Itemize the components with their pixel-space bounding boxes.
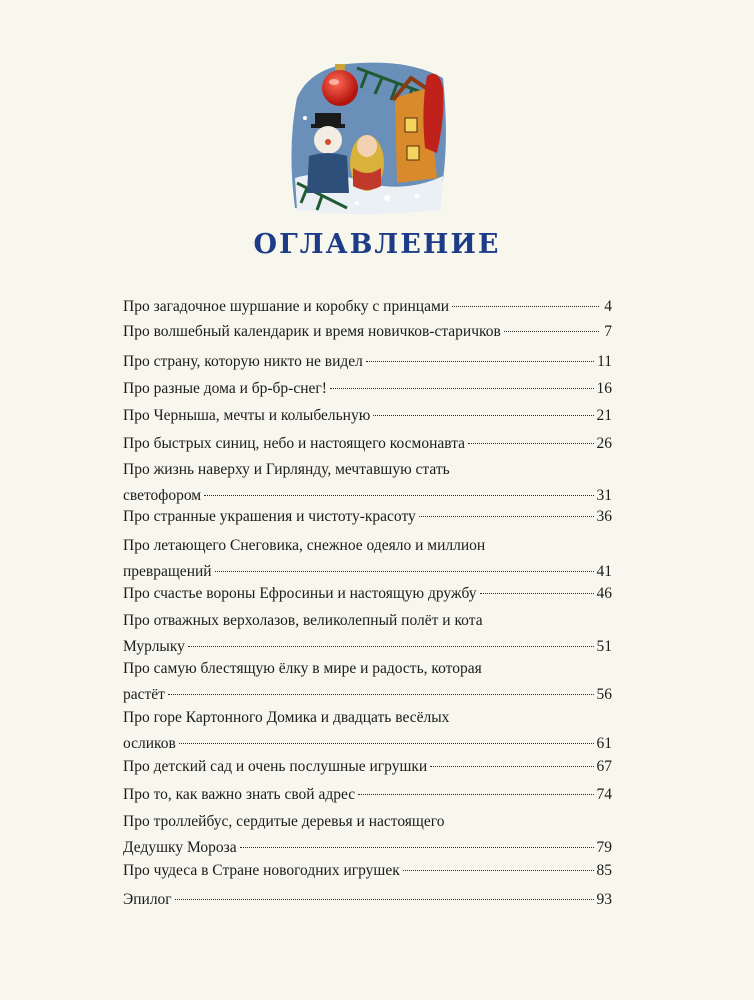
toc-entry-title: Про разные дома и бр-бр-снег! [123,380,327,397]
toc-entry [123,705,612,757]
toc-entry-title: осликов [123,735,176,752]
toc-entry-last-line [123,754,612,780]
toc-entry-title: Про странные украшения и чистоту-красоту [123,508,416,525]
toc-entry [123,294,612,320]
toc-page-number: 67 [596,758,612,775]
toc-page-number: 4 [604,298,612,315]
toc-entry-line [123,533,612,559]
toc-page-number: 11 [597,353,612,370]
toc-entry [123,457,612,509]
toc-entry [123,887,612,913]
dot-leader [168,694,594,695]
toc-entry [123,504,612,530]
toc-entry-title: Про счастье вороны Ефросиньи и настоящую дружбу [123,585,477,602]
toc-entry-title: Про летающего Снеговика, снежное одеяло и миллион [123,537,486,554]
toc-entry [123,376,612,402]
toc-entry-title: Про быстрых синиц, небо и настоящего космонавта [123,435,466,452]
dot-leader [504,331,599,332]
toc-page-number: 46 [596,585,612,602]
dot-leader [215,571,594,572]
toc-page-number: 74 [596,786,612,803]
toc-entry-title: Мурлыку [123,638,185,655]
toc-page-number: 93 [596,891,612,908]
dot-leader [452,306,599,307]
dot-leader [419,516,594,517]
toc-page-number: 51 [596,638,612,655]
dot-leader [366,361,594,362]
toc-entry-title: Про троллейбус, сердитые деревья и настоящего [123,813,445,830]
toc-page-number: 21 [596,407,612,424]
dot-leader [358,794,593,795]
dot-leader [188,646,594,647]
toc-entry [123,608,612,660]
toc-entry-last-line [123,782,612,808]
toc-entry-title: Про то, как важно знать свой адрес [123,786,356,803]
toc-entry-title: Про горе Картонного Домика и двадцать весёлых [123,709,450,726]
toc-entry-last-line [123,887,612,913]
toc-entry [123,349,612,375]
toc-entry [123,403,612,429]
toc-entry [123,782,612,808]
toc-entry-line [123,608,612,634]
toc-entry-title: Про чудеса в Стране новогодних игрушек [123,862,400,879]
toc-entry-title: превращений [123,563,212,580]
toc-entry-line [123,705,612,731]
toc-entry-last-line [123,376,612,402]
toc-entry [123,319,612,345]
toc-entry-last-line [123,349,612,375]
dot-leader [175,899,594,900]
toc-page-number: 79 [596,839,612,856]
toc-entry-title: Про страну, которую никто не видел [123,353,363,370]
toc-entry-title: Эпилог [123,891,172,908]
toc-entry-title: Про волшебный календарик и время новичков-старичков [123,323,501,340]
toc-entry-last-line [123,403,612,429]
toc-entry-title: Про Черныша, мечты и колыбельную [123,407,371,424]
toc-page-number: 26 [596,435,612,452]
toc-entry-line [123,656,612,682]
toc-entry-title: Дедушку Мороза [123,839,237,856]
dot-leader [240,847,594,848]
toc-entry-last-line [123,581,612,607]
toc-entry-last-line [123,504,612,530]
dot-leader [204,495,593,496]
toc-entry-last-line [123,431,612,457]
toc-entry [123,754,612,780]
toc-entry-line [123,809,612,835]
dot-leader [179,743,594,744]
toc-page-number: 7 [604,323,612,340]
toc-entry [123,656,612,708]
toc-entry [123,431,612,457]
toc-page-number: 36 [596,508,612,525]
toc-entry [123,809,612,861]
page-title: ОГЛАВЛЕНИЕ [253,229,501,260]
toc-entry-title: Про загадочное шуршание и коробку с принцами [123,298,450,315]
toc-page-number: 16 [596,380,612,397]
toc-entry-line [123,457,612,483]
toc-entry-last-line [123,319,612,345]
dot-leader [480,593,594,594]
toc-entry [123,533,612,585]
toc-page-number: 56 [596,686,612,703]
christmas-illustration [287,58,451,218]
dot-leader [373,415,593,416]
toc-entry-title: Про отважных верхолазов, великолепный полёт и кота [123,612,483,629]
toc-page-number: 31 [596,487,612,504]
toc-page-number: 61 [596,735,612,752]
toc-page-number: 85 [596,862,612,879]
toc-entry-title: Про жизнь наверху и Гирлянду, мечтавшую стать [123,461,450,478]
dot-leader [330,388,594,389]
dot-leader [430,766,593,767]
toc-entry-last-line [123,294,612,320]
toc-entry-title: Про детский сад и очень послушные игрушки [123,758,428,775]
toc-entry-title: светофором [123,487,202,504]
dot-leader [403,870,594,871]
toc-entry-title: Про самую блестящую ёлку в мире и радость, которая [123,660,482,677]
toc-entry-last-line [123,858,612,884]
toc-entry [123,581,612,607]
toc-entry-title: растёт [123,686,165,703]
toc-page-number: 41 [596,563,612,580]
dot-leader [468,443,593,444]
toc-entry [123,858,612,884]
